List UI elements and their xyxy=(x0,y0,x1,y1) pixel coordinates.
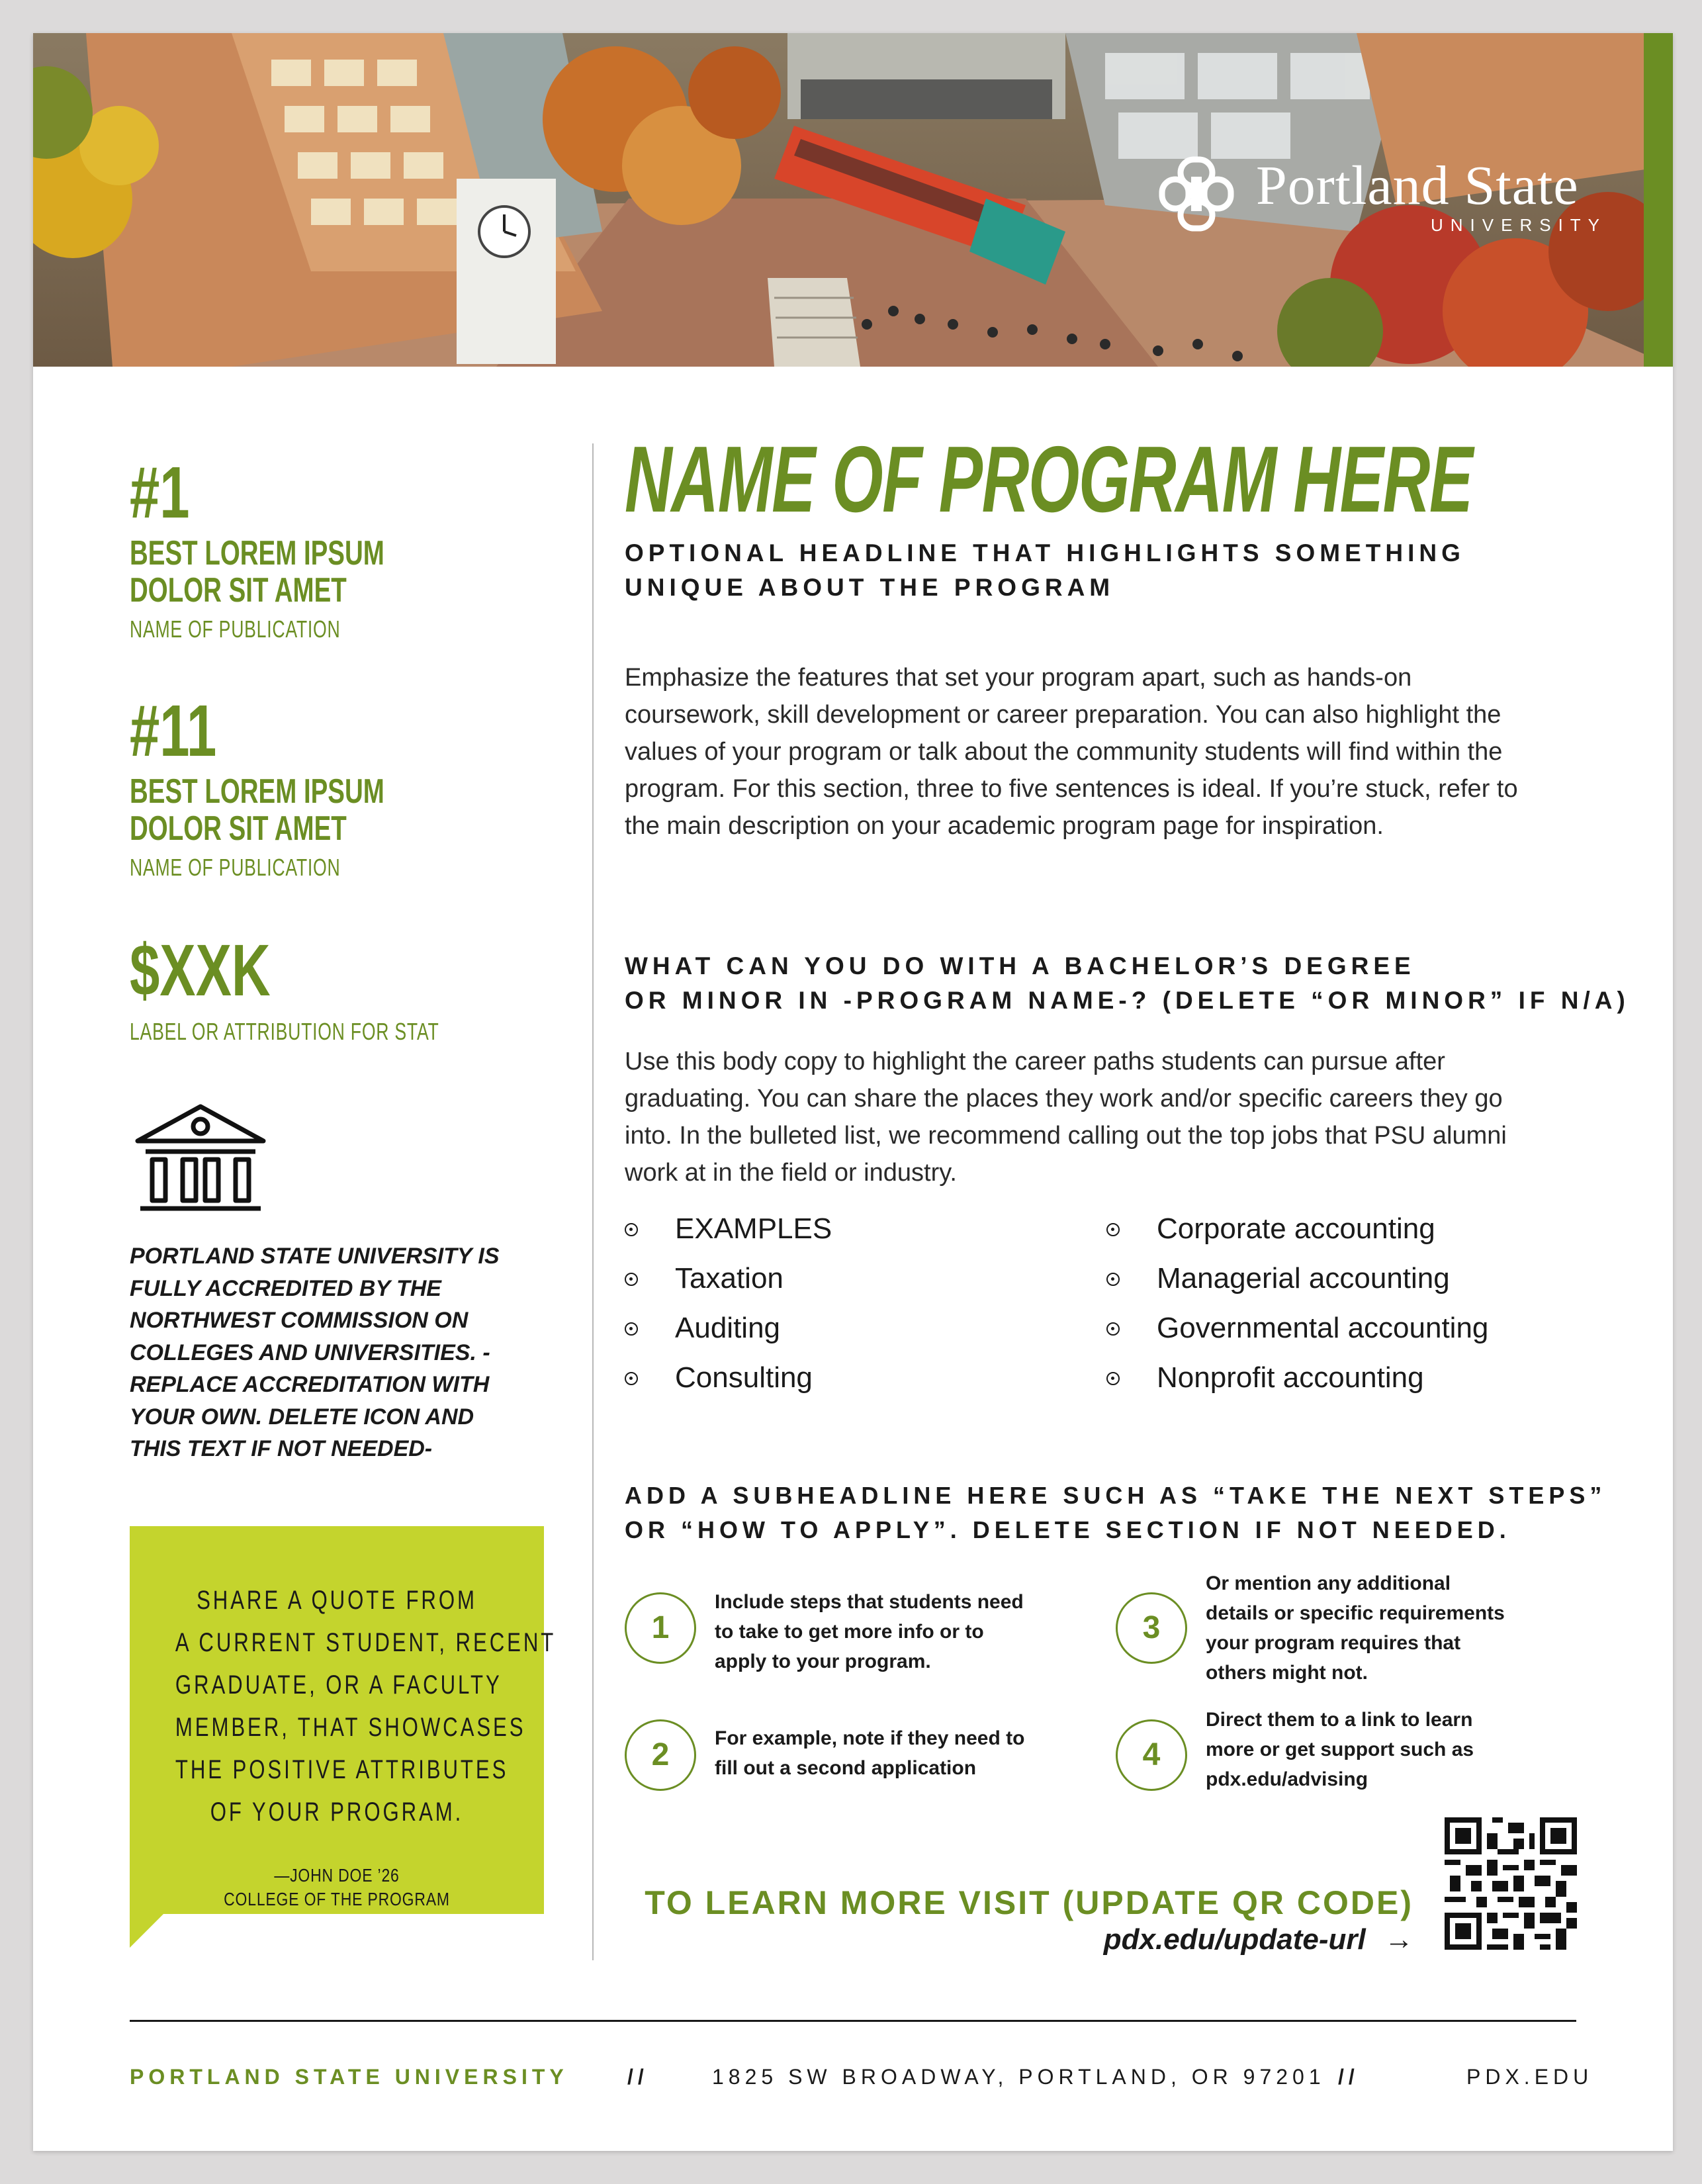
intro-line: the main description on your academic program page for inspiration. xyxy=(625,812,1384,840)
step-line: others might not. xyxy=(1206,1662,1368,1684)
intro-line: coursework, skill development or career preparation. You can also highlight the xyxy=(625,701,1501,729)
stat-rank-1: #1 xyxy=(130,452,190,533)
careers-heading-line: OR MINOR IN -PROGRAM NAME-? (DELETE “OR MINOR” IF N/A) xyxy=(625,987,1630,1014)
stat-label-3: LABEL OR ATTRIBUTION FOR STAT xyxy=(130,1018,439,1045)
logo-wordmark: Portland State xyxy=(1256,155,1579,216)
stat-publication-1: NAME OF PUBLICATION xyxy=(130,615,341,643)
step-4 xyxy=(1116,1709,1579,1825)
quote-line: A CURRENT STUDENT, RECENT xyxy=(175,1628,557,1657)
stat-title-line: BEST LOREM IPSUM xyxy=(130,772,384,811)
bullet-icon xyxy=(1106,1372,1120,1385)
bullet-icon xyxy=(625,1273,638,1286)
bullet-label: Managerial accounting xyxy=(1157,1262,1450,1295)
quote-author: —JOHN DOE ’26 xyxy=(274,1865,400,1886)
bullet-label: Consulting xyxy=(675,1361,813,1394)
steps-heading-line: ADD A SUBHEADLINE HERE SUCH AS “TAKE THE NEXT STEPS” xyxy=(625,1482,1607,1509)
footer-website-link[interactable]: PDX.EDU xyxy=(1466,2065,1593,2089)
careers-body-line: work at in the field or industry. xyxy=(625,1159,957,1187)
learn-more-link[interactable] xyxy=(1104,1923,1413,1956)
stat-title-2 xyxy=(130,773,384,847)
quote-attribution xyxy=(130,1864,544,1911)
hero-photo xyxy=(33,33,1673,367)
footer-separator: // xyxy=(1338,2065,1359,2089)
program-intro xyxy=(625,659,1564,844)
footer-rule xyxy=(130,2020,1576,2022)
footer-separator: // xyxy=(627,2065,649,2089)
step-number-badge: 3 xyxy=(1116,1592,1187,1664)
quote-line: SHARE A QUOTE FROM xyxy=(197,1586,477,1615)
step-line: Or mention any additional xyxy=(1206,1572,1451,1594)
step-text xyxy=(1206,1705,1550,1794)
step-line: For example, note if they need to xyxy=(715,1727,1025,1749)
careers-body-line: into. In the bulleted list, we recommend calling out the top jobs that PSU alumni xyxy=(625,1122,1507,1150)
bullet-label: Taxation xyxy=(675,1262,784,1295)
step-text xyxy=(715,1587,1059,1676)
qr-code[interactable] xyxy=(1445,1817,1577,1950)
program-name: NAME OF PROGRAM HERE xyxy=(625,427,1472,532)
careers-bullet-list xyxy=(625,1208,1551,1407)
step-3 xyxy=(1116,1572,1579,1698)
step-text xyxy=(1206,1569,1550,1688)
bullet-icon xyxy=(625,1223,638,1236)
careers-heading-line: WHAT CAN YOU DO WITH A BACHELOR’S DEGREE xyxy=(625,952,1415,979)
step-number-badge: 4 xyxy=(1116,1719,1187,1791)
step-line: details or specific requirements xyxy=(1206,1602,1505,1624)
careers-body xyxy=(625,1043,1564,1191)
quote-text xyxy=(130,1579,557,1833)
bullet-label: Governmental accounting xyxy=(1157,1312,1489,1344)
bullet-icon xyxy=(1106,1223,1120,1236)
bullet-label: Corporate accounting xyxy=(1157,1212,1435,1245)
psu-logo xyxy=(1158,155,1607,235)
step-number-badge: 1 xyxy=(625,1592,696,1664)
logo-subtitle: UNIVERSITY xyxy=(1431,215,1607,235)
accent-stripe xyxy=(1644,33,1673,367)
step-line: to take to get more info or to xyxy=(715,1621,984,1643)
arrow-right-icon: → xyxy=(1384,1923,1413,1956)
bullet-icon xyxy=(625,1322,638,1336)
steps-heading-line: OR “HOW TO APPLY”. DELETE SECTION IF NOT NEEDED. xyxy=(625,1516,1511,1543)
bullet-icon xyxy=(1106,1273,1120,1286)
step-line: more or get support such as xyxy=(1206,1739,1474,1760)
quote-tail xyxy=(130,1913,164,1948)
stat-title-line: BEST LOREM IPSUM xyxy=(130,534,384,572)
quote-line: OF YOUR PROGRAM. xyxy=(210,1797,464,1827)
step-line: your program requires that xyxy=(1206,1632,1461,1654)
steps-heading xyxy=(625,1479,1607,1547)
careers-heading xyxy=(625,949,1630,1018)
learn-more-url[interactable]: pdx.edu/update-url xyxy=(1103,1923,1366,1956)
flyer-page xyxy=(33,33,1673,2151)
building-columns-icon xyxy=(131,1101,270,1220)
step-number-badge: 2 xyxy=(625,1719,696,1791)
quote-line: GRADUATE, OR A FACULTY xyxy=(175,1670,502,1700)
step-line: fill out a second application xyxy=(715,1757,977,1779)
step-text xyxy=(715,1723,1059,1783)
stat-title-line: DOLOR SIT AMET xyxy=(130,809,347,848)
step-line: Include steps that students need xyxy=(715,1591,1024,1613)
step-line[interactable]: pdx.edu/advising xyxy=(1206,1768,1368,1790)
quote-line: THE POSITIVE ATTRIBUTES xyxy=(175,1755,509,1784)
stat-publication-2: NAME OF PUBLICATION xyxy=(130,854,341,881)
footer-university-name: PORTLAND STATE UNIVERSITY xyxy=(130,2065,568,2089)
careers-body-line: graduating. You can share the places they work and/or specific careers they go xyxy=(625,1085,1503,1113)
bullet-label: EXAMPLES xyxy=(675,1212,832,1245)
bullet-label: Auditing xyxy=(675,1312,781,1344)
step-line: Direct them to a link to learn xyxy=(1206,1709,1473,1731)
footer-address: 1825 SW BROADWAY, PORTLAND, OR 97201 xyxy=(712,2065,1325,2089)
step-line: apply to your program. xyxy=(715,1651,931,1672)
intro-line: program. For this section, three to five sentences is ideal. If you’re stuck, refer to xyxy=(625,775,1518,803)
program-headline: OPTIONAL HEADLINE THAT HIGHLIGHTS SOMETHING UNIQUE ABOUT THE PROGRAM xyxy=(625,539,1465,601)
learn-more-label: TO LEARN MORE VISIT (UPDATE QR CODE) xyxy=(645,1884,1413,1921)
step-1 xyxy=(625,1592,1088,1698)
careers-body-line: Use this body copy to highlight the career paths students can pursue after xyxy=(625,1048,1445,1075)
stat-value-3: $XXK xyxy=(130,930,271,1011)
quote-box xyxy=(130,1526,557,1914)
quote-college: COLLEGE OF THE PROGRAM xyxy=(224,1889,450,1909)
bullet-label: Nonprofit accounting xyxy=(1157,1361,1424,1394)
intro-line: values of your program or talk about the community students will find within the xyxy=(625,738,1503,766)
stat-title-1 xyxy=(130,535,384,609)
bullet-icon xyxy=(625,1372,638,1385)
quote-line: MEMBER, THAT SHOWCASES xyxy=(175,1713,526,1742)
step-2 xyxy=(625,1719,1088,1825)
bullet-icon xyxy=(1106,1322,1120,1336)
stat-rank-2: #11 xyxy=(130,690,217,772)
accreditation-text: PORTLAND STATE UNIVERSITY IS FULLY ACCREDITED BY THE NORTHWEST COMMISSION ON COLLEGES AND UNIVERSITIES. -REPLACE ACCREDITATION WITH YOUR OWN. DELETE ICON AND THIS TEXT IF NOT NEEDED- xyxy=(130,1244,500,1461)
stat-title-line: DOLOR SIT AMET xyxy=(130,571,347,610)
column-divider xyxy=(592,443,594,1960)
intro-line: Emphasize the features that set your program apart, such as hands-on xyxy=(625,664,1412,692)
psu-logo-mark-icon xyxy=(1158,156,1235,232)
